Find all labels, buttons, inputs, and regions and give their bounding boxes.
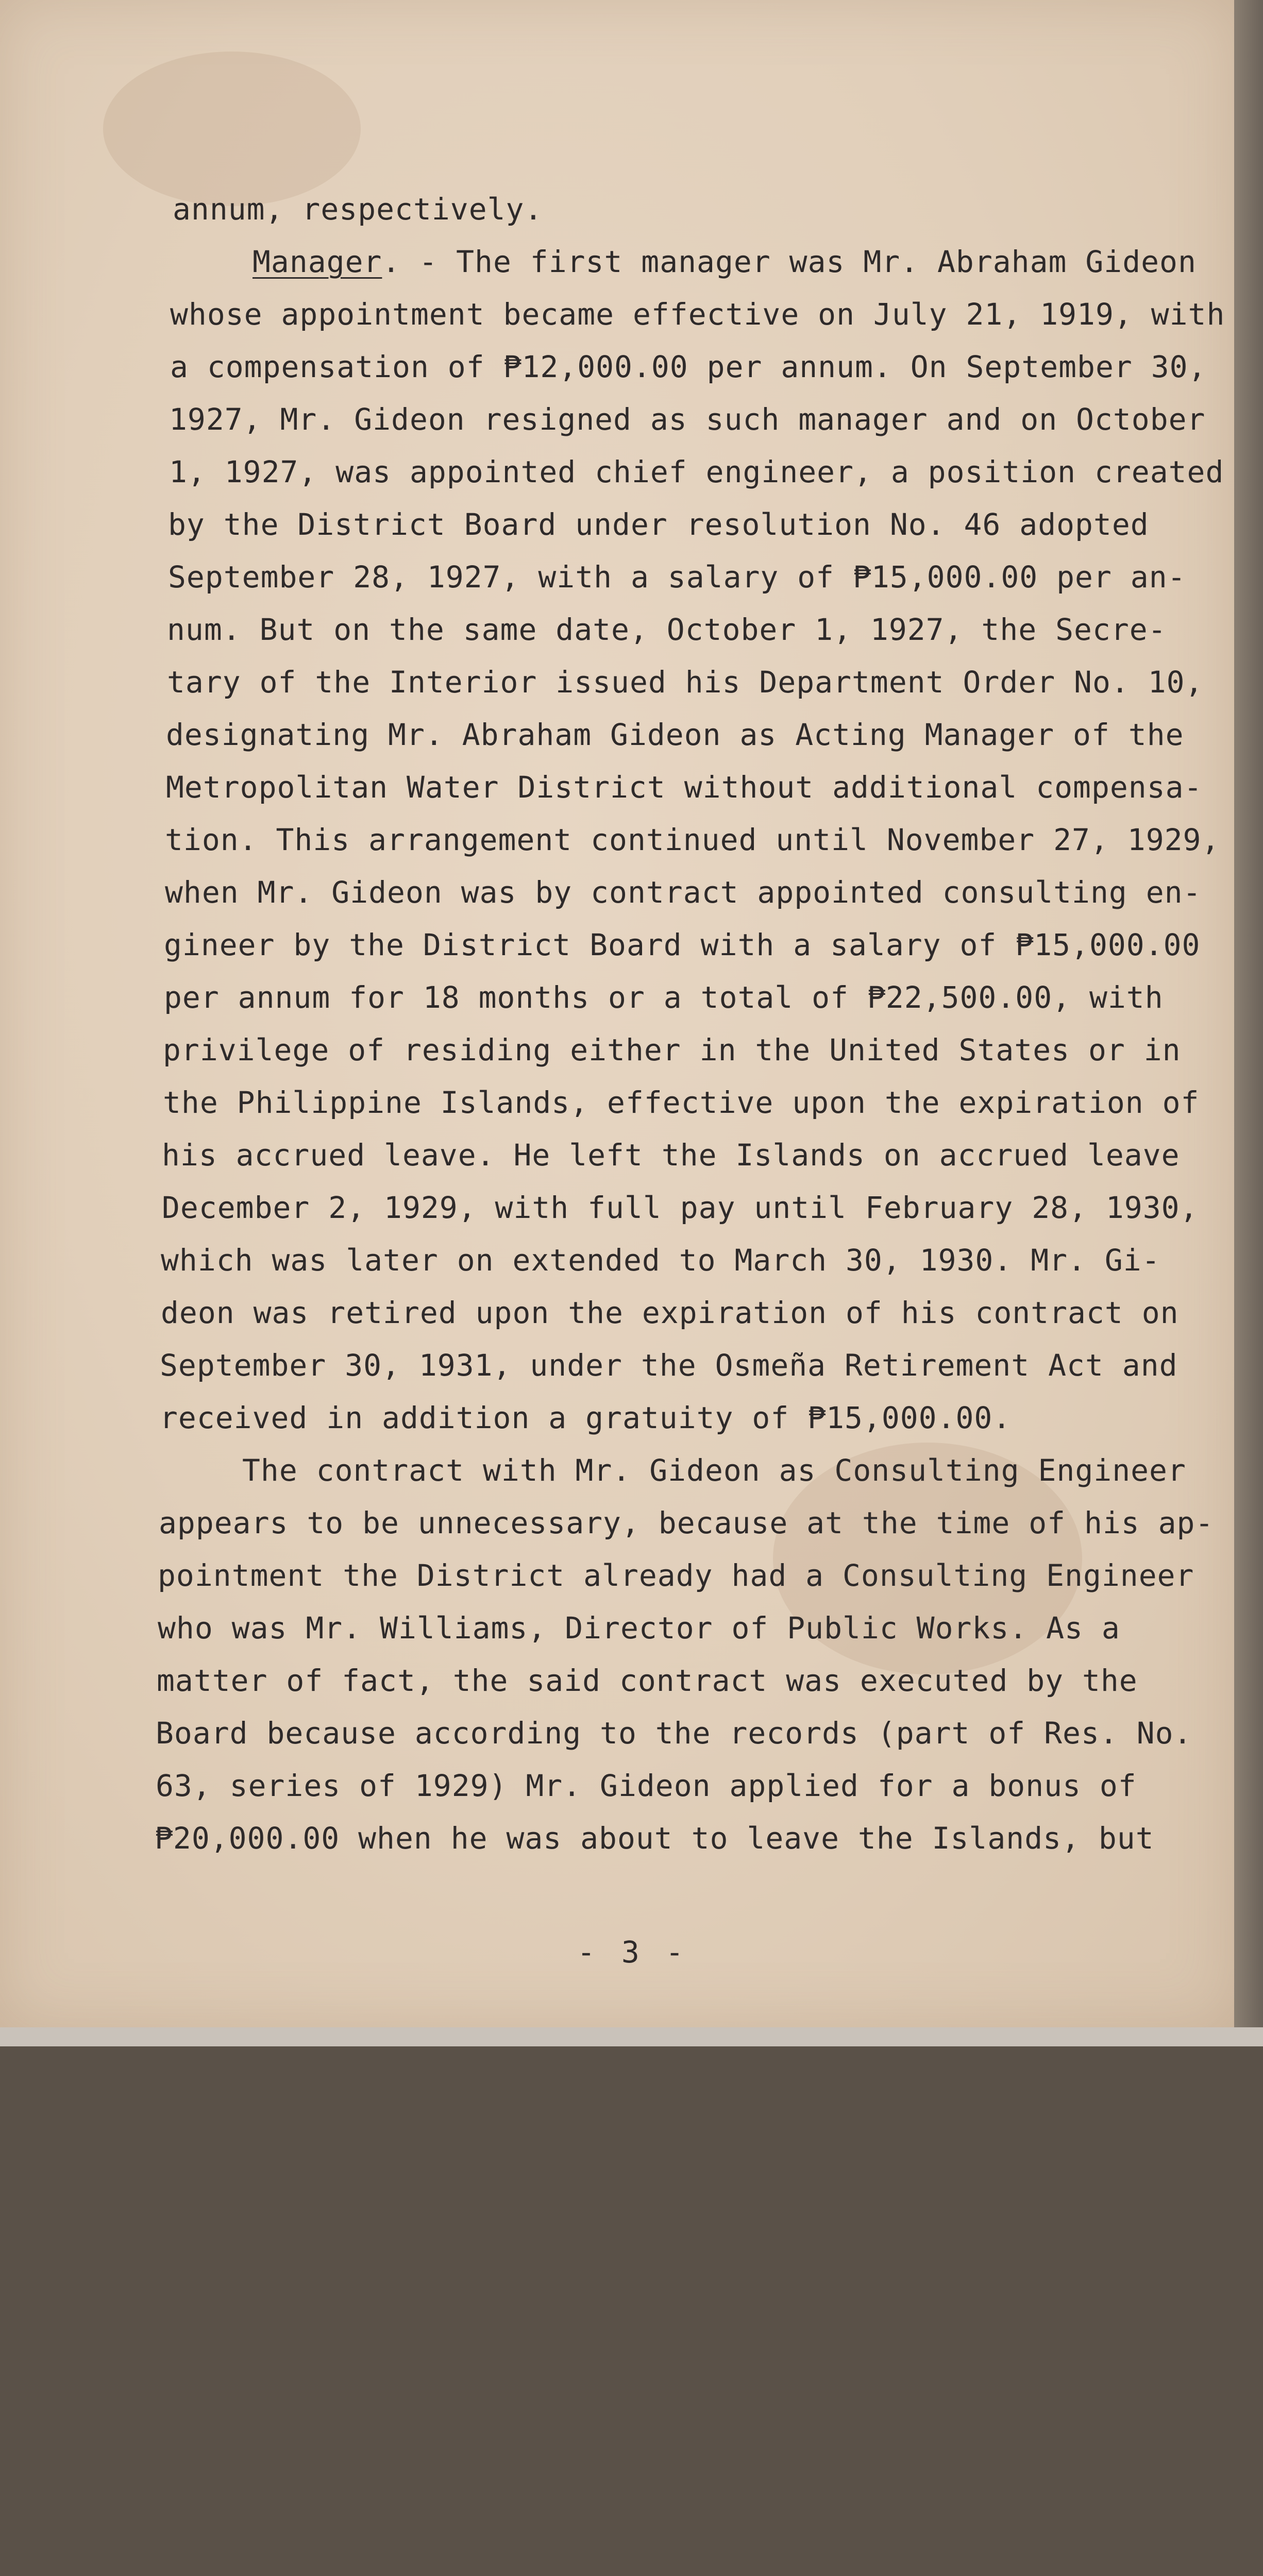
- text-line: num. But on the same date, October 1, 1927, the Secre-: [167, 612, 1167, 647]
- text-line: 1, 1927, was appointed chief engineer, a position created: [169, 454, 1224, 489]
- text-line: who was Mr. Williams, Director of Public Works. As a: [158, 1611, 1120, 1646]
- text-line: per annum for 18 months or a total of ₱22,500.00, with: [164, 980, 1164, 1015]
- text-line: his accrued leave. He left the Islands on accrued leave: [162, 1138, 1180, 1173]
- text-line: 63, series of 1929) Mr. Gideon applied for a bonus of: [156, 1768, 1137, 1803]
- text-line: Metropolitan Water District without additional compensa-: [166, 770, 1203, 805]
- text-line: by the District Board under resolution No. 46 adopted: [168, 507, 1149, 542]
- text-line: pointment the District already had a Consulting Engineer: [158, 1558, 1194, 1593]
- text-line: The contract with Mr. Gideon as Consulting Engineer: [242, 1453, 1186, 1488]
- text-line: 1927, Mr. Gideon resigned as such manager and on October: [169, 402, 1206, 437]
- section-heading: Manager: [252, 244, 382, 279]
- scan-edge: [1234, 0, 1263, 2027]
- text-line: Board because according to the records (part of Res. No.: [156, 1716, 1192, 1751]
- text-line: appears to be unnecessary, because at the time of his ap-: [159, 1505, 1214, 1540]
- text-line-rest: . - The first manager was Mr. Abraham Gideon: [382, 244, 1197, 279]
- text-line: privilege of residing either in the United States or in: [163, 1032, 1181, 1067]
- text-line: received in addition a gratuity of ₱15,000.00.: [160, 1400, 1012, 1435]
- text-line: designating Mr. Abraham Gideon as Acting Manager of the: [166, 717, 1184, 752]
- text-line: whose appointment became effective on July 21, 1919, with: [170, 297, 1225, 332]
- text-line: gineer by the District Board with a salary of ₱15,000.00: [164, 927, 1201, 962]
- text-line: tion. This arrangement continued until November 27, 1929,: [165, 822, 1220, 857]
- text-line: deon was retired upon the expiration of his contract on: [161, 1295, 1179, 1330]
- text-line: December 2, 1929, with full pay until February 28, 1930,: [162, 1190, 1199, 1225]
- text-line: ₱20,000.00 when he was about to leave the Islands, but: [155, 1821, 1154, 1856]
- text-line: September 30, 1931, under the Osmeña Retirement Act and: [160, 1348, 1178, 1383]
- text-line: annum, respectively.: [173, 192, 543, 227]
- scan-footer-strip: [0, 2027, 1263, 2046]
- page-number: - 3 -: [577, 1935, 688, 1970]
- text-line: a compensation of ₱12,000.00 per annum. On September 30,: [170, 349, 1207, 384]
- text-line: matter of fact, the said contract was executed by the: [157, 1663, 1138, 1698]
- text-line: when Mr. Gideon was by contract appointed consulting en-: [165, 875, 1202, 910]
- text-line: tary of the Interior issued his Department Order No. 10,: [167, 665, 1204, 700]
- text-line: September 28, 1927, with a salary of ₱15,000.00 per an-: [168, 560, 1186, 595]
- text-line: which was later on extended to March 30, 1930. Mr. Gi-: [161, 1243, 1160, 1278]
- body-text: [155, 183, 1225, 1865]
- text-line: the Philippine Islands, effective upon the expiration of: [163, 1085, 1200, 1120]
- text-line: [252, 235, 1197, 288]
